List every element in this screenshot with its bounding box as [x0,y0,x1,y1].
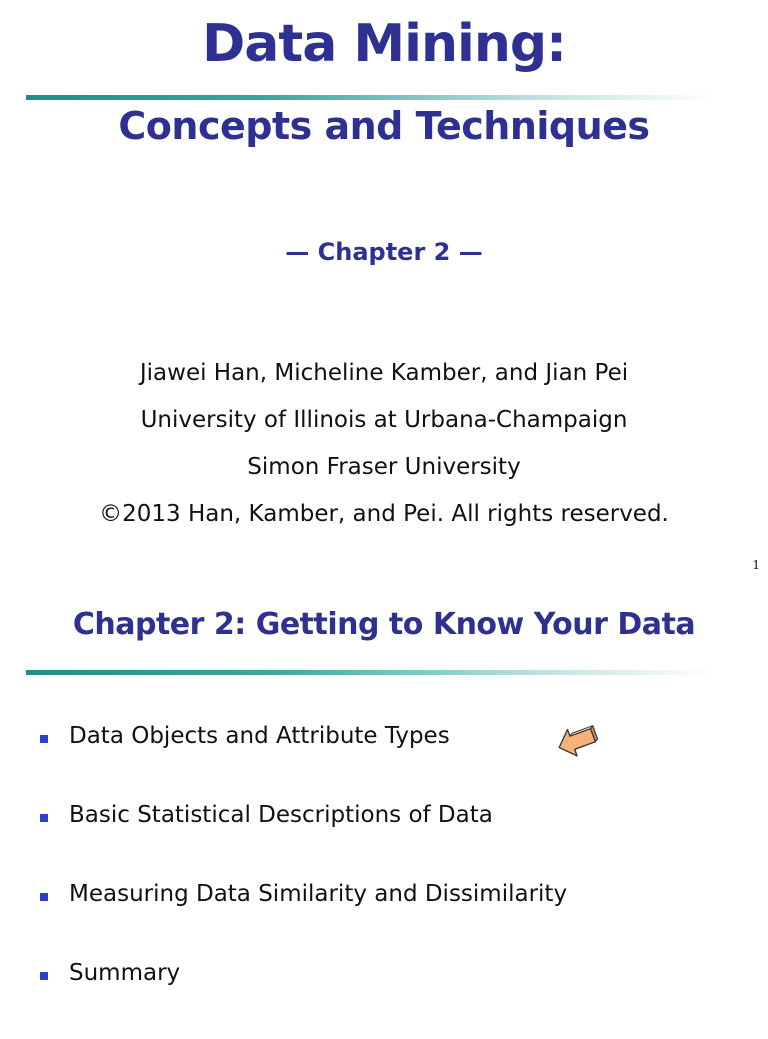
title-divider [26,670,716,675]
square-bullet-icon [40,735,48,743]
square-bullet-icon [40,814,48,822]
list-item [40,960,567,1039]
list-item-label: Measuring Data Similarity and Dissimilarity [69,881,568,907]
affiliation-line-2: Simon Fraser University [247,454,521,480]
square-bullet-icon [40,893,48,901]
list-item [40,802,567,881]
affiliation-line-1: University of Illinois at Urbana-Champaign [140,407,628,433]
list-item [40,881,567,960]
chapter-label: — Chapter 2 — [285,238,483,266]
author-block [0,350,768,538]
left-arrow-pointer-icon [554,719,600,763]
list-item-label: Basic Statistical Descriptions of Data [69,802,493,828]
slide-subtitle: Concepts and Techniques [118,104,650,148]
square-bullet-icon [40,972,48,980]
list-item-label: Data Objects and Attribute Types [69,723,450,749]
page-number: 1 [752,558,760,572]
slide-title: Data Mining: [202,14,566,74]
copyright-line: ©2013 Han, Kamber, and Pei. All rights reserved. [99,501,669,527]
title-divider [26,95,716,100]
list-item-label: Summary [69,960,181,986]
outline-slide [0,585,768,1024]
authors-line: Jiawei Han, Micheline Kamber, and Jian Pei [139,360,629,386]
list-item [40,723,567,802]
slide-title: Chapter 2: Getting to Know Your Data [72,607,696,642]
outline-list [40,723,567,1039]
